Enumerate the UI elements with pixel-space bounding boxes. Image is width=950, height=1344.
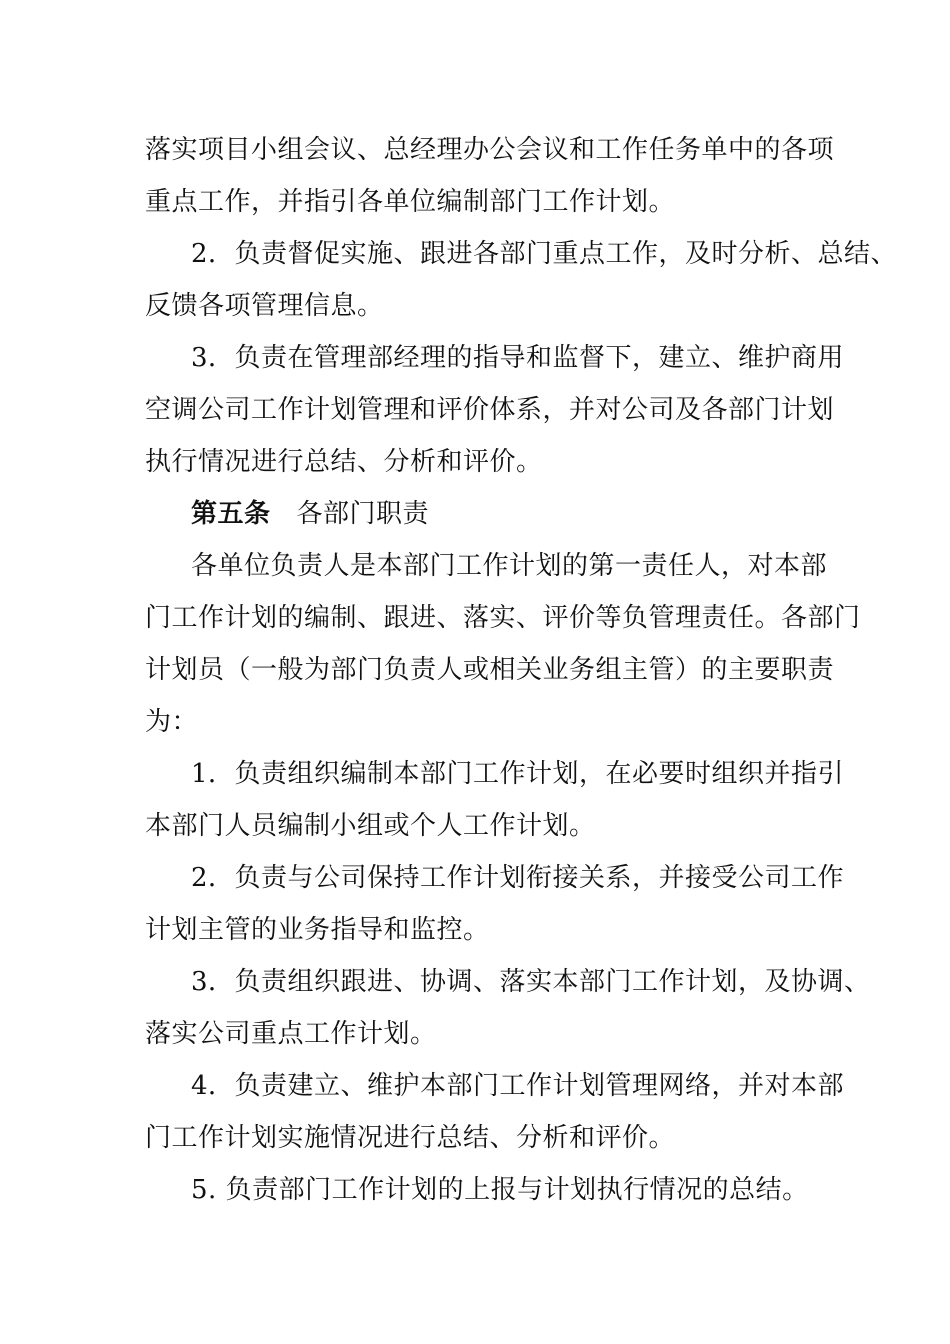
list-item-line: 2．负责与公司保持工作计划衔接关系，并接受公司工作 (191, 863, 845, 893)
document-page (145, 124, 898, 1216)
article-number: 第五条 (191, 499, 271, 529)
list-item-line: 落实公司重点工作计划。 (145, 1019, 437, 1049)
list-item-line: 3．负责组织跟进、协调、落实本部门工作计划，及协调、 (191, 967, 871, 997)
list-item-line: 计划主管的业务指导和监控。 (145, 915, 490, 945)
list-item-line: 执行情况进行总结、分析和评价。 (145, 447, 543, 477)
list-item-line: 5. 负责部门工作计划的上报与计划执行情况的总结。 (191, 1175, 809, 1205)
paragraph-line: 重点工作，并指引各单位编制部门工作计划。 (145, 187, 676, 217)
list-item-line: 反馈各项管理信息。 (145, 291, 384, 321)
paragraph-line: 计划员（一般为部门负责人或相关业务组主管）的主要职责 (145, 655, 835, 685)
article-title: 各部门职责 (296, 499, 430, 529)
article-heading (145, 488, 835, 540)
list-item-line: 空调公司工作计划管理和评价体系，并对公司及各部门计划 (145, 395, 835, 425)
paragraph-line: 各单位负责人是本部门工作计划的第一责任人，对本部 (191, 551, 828, 581)
paragraph-line: 门工作计划的编制、跟进、落实、评价等负管理责任。各部门 (145, 603, 861, 633)
list-item-line: 门工作计划实施情况进行总结、分析和评价。 (145, 1123, 676, 1153)
list-item-line: 4．负责建立、维护本部门工作计划管理网络，并对本部 (191, 1071, 845, 1101)
list-item-line: 3．负责在管理部经理的指导和监督下，建立、维护商用 (191, 343, 845, 373)
paragraph-line: 为： (145, 707, 199, 737)
list-item-line: 本部门人员编制小组或个人工作计划。 (145, 811, 596, 841)
list-item-line: 1．负责组织编制本部门工作计划，在必要时组织并指引 (191, 759, 845, 789)
paragraph-line: 落实项目小组会议、总经理办公会议和工作任务单中的各项 (145, 135, 835, 165)
list-item-line: 2．负责督促实施、跟进各部门重点工作，及时分析、总结、 (191, 239, 898, 269)
